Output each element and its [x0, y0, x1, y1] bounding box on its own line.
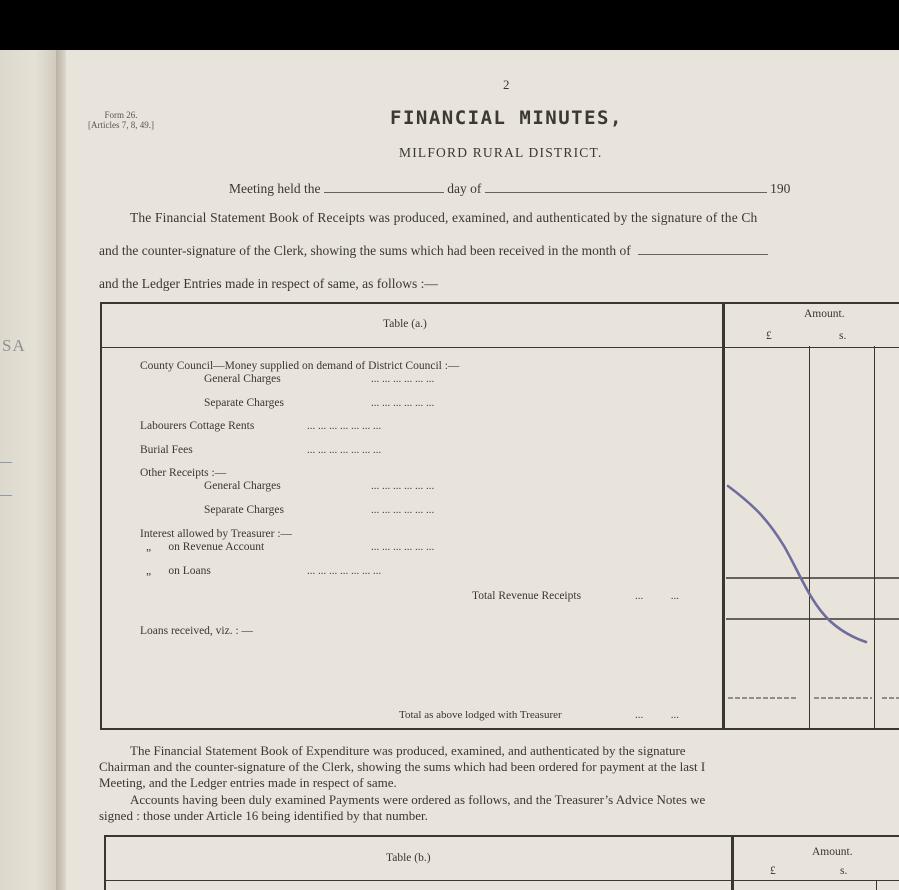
expenditure-line-2: Chairman and the counter-signature of the Clerk, showing the sums which had been ordered for payment at the last I	[99, 759, 706, 774]
form-reference	[88, 110, 154, 130]
row-burial-fees: Burial Fees	[140, 444, 193, 456]
row-leader-dots: ... ... ... ... ... ... ...	[307, 565, 382, 577]
row-leader-dots: ... ... ... ... ... ...	[371, 541, 435, 553]
form-articles: [Articles 7, 8, 49.]	[88, 120, 154, 130]
document-page	[66, 50, 899, 890]
table-a-top-rule	[100, 302, 899, 304]
row-labourers-cottage-rents: Labourers Cottage Rents	[140, 420, 255, 432]
intro-line-2	[99, 243, 768, 259]
row-leader-dots: ... ... ... ... ... ...	[371, 504, 435, 516]
row-separate-charges-2: Separate Charges	[204, 504, 284, 516]
meeting-day-of: day of	[447, 181, 482, 196]
black-top-border	[0, 0, 899, 50]
expenditure-line-3: Meeting, and the Ledger entries made in respect of same.	[99, 775, 397, 790]
district-name: MILFORD RURAL DISTRICT.	[399, 145, 603, 160]
meeting-year: 190	[770, 181, 791, 196]
loans-received-label: Loans received, viz. : —	[140, 625, 254, 637]
row-general-charges-2: General Charges	[204, 480, 281, 492]
row-leader-dots: ... ...	[635, 590, 679, 602]
expenditure-line-4: Accounts having been duly examined Payments were ordered as follows, and the Treasurer’s Advice Notes we	[130, 792, 706, 807]
table-b-header-rule	[104, 880, 899, 881]
meeting-month-blank	[485, 191, 767, 193]
row-leader-dots: ... ... ... ... ... ...	[371, 397, 435, 409]
table-b-pound-header: £	[770, 865, 776, 877]
table-b-amount-divider	[731, 835, 734, 890]
row-leader-dots: ... ... ... ... ... ...	[371, 480, 435, 492]
row-general-charges: General Charges	[204, 373, 281, 385]
table-b-shilling-divider	[876, 880, 877, 890]
page-title: FINANCIAL MINUTES,	[390, 107, 623, 129]
adjacent-page-text: SA	[2, 336, 26, 355]
expenditure-line-5: signed : those under Article 16 being identified by that number.	[99, 808, 428, 823]
page-number: 2	[503, 77, 510, 92]
table-b-amount-header: Amount.	[812, 846, 853, 858]
month-blank	[638, 253, 768, 255]
table-a-shilling-header: s.	[839, 330, 847, 342]
row-other-receipts: Other Receipts :—	[140, 467, 227, 479]
intro-line-2-text: and the counter-signature of the Clerk, showing the sums which had been received in the month of	[99, 243, 631, 258]
meeting-date-blank	[324, 191, 444, 193]
table-a-left-rule	[100, 302, 102, 728]
expenditure-line-1: The Financial Statement Book of Expenditure was produced, examined, and authenticated by the signature	[130, 743, 686, 758]
meeting-line	[229, 181, 790, 197]
table-a-amount-header: Amount.	[804, 308, 845, 320]
meeting-prefix: Meeting held the	[229, 181, 321, 196]
intro-line-1: The Financial Statement Book of Receipts was produced, examined, and authenticated by the signature of the Ch	[130, 210, 758, 225]
table-a-bottom-rule	[100, 728, 899, 730]
row-separate-charges: Separate Charges	[204, 397, 284, 409]
total-revenue-receipts-label: Total Revenue Receipts	[472, 590, 582, 602]
row-county-council: County Council—Money supplied on demand of District Council :—	[140, 360, 460, 372]
intro-line-3: and the Ledger Entries made in respect of same, as follows :—	[99, 276, 438, 291]
table-b-caption: Table (b.)	[386, 852, 431, 864]
form-number: Form 26.	[104, 110, 138, 120]
row-on-loans: „ on Loans	[146, 565, 211, 577]
table-b-left-rule	[104, 835, 106, 890]
table-b-top-rule	[104, 835, 899, 837]
table-a-caption: Table (a.)	[383, 318, 427, 330]
row-leader-dots: ... ... ... ... ... ... ...	[307, 420, 382, 432]
adjacent-page-fragment: —	[0, 454, 13, 468]
row-leader-dots: ... ...	[635, 709, 679, 721]
adjacent-page-edge	[0, 50, 58, 890]
adjacent-page-fragment: —	[0, 487, 13, 501]
amount-column-marks	[722, 346, 899, 728]
row-leader-dots: ... ... ... ... ... ...	[371, 373, 435, 385]
row-leader-dots: ... ... ... ... ... ... ...	[307, 444, 382, 456]
total-lodged-label: Total as above lodged with Treasurer	[399, 709, 562, 721]
table-a-pound-header: £	[766, 330, 772, 342]
table-b-shilling-header: s.	[840, 865, 848, 877]
row-revenue-account: „ on Revenue Account	[146, 541, 265, 553]
row-interest-allowed: Interest allowed by Treasurer :—	[140, 528, 293, 540]
